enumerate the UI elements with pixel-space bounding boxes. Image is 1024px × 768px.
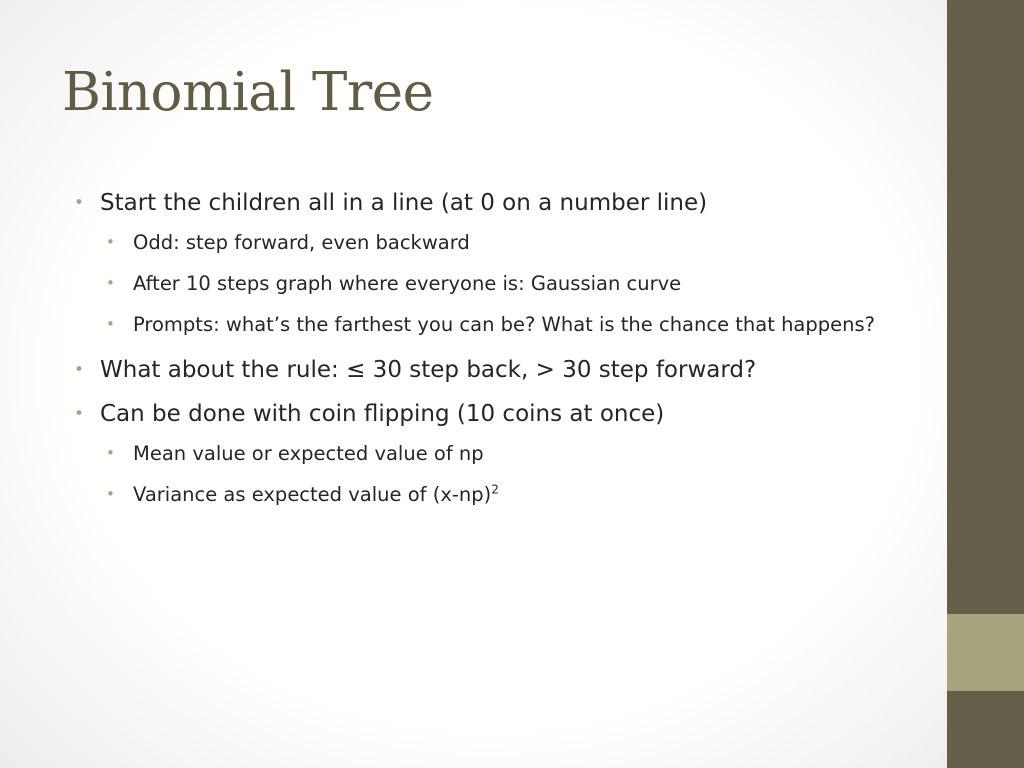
bullet-item: [74, 355, 924, 385]
bullet-text: Start the children all in a line (at 0 on a number line): [100, 190, 708, 216]
bullet-item: [74, 399, 924, 511]
sub-bullet-item: [106, 267, 924, 300]
bullet-item: [74, 188, 924, 341]
bullet-icon: •: [74, 360, 85, 380]
sub-bullet-item: [106, 437, 924, 470]
sub-bullet-item: [106, 308, 924, 341]
sub-bullet-item: [106, 226, 924, 259]
slide-title: Binomial Tree: [62, 62, 434, 123]
sub-bullet-icon: •: [106, 444, 115, 462]
sub-bullet-icon: •: [106, 274, 115, 292]
superscript: 2: [491, 482, 499, 497]
sub-bullet-list: [106, 437, 924, 511]
bullet-icon: •: [74, 193, 85, 213]
sub-bullet-icon: •: [106, 485, 115, 503]
sub-bullet-text: Odd: step forward, even backward: [133, 231, 470, 254]
bullet-icon: •: [74, 404, 85, 424]
sub-bullet-text: Variance as expected value of (x-np): [133, 483, 492, 506]
sub-bullet-text: After 10 steps graph where everyone is: Gaussian curve: [133, 272, 682, 295]
sub-bullet-icon: •: [106, 315, 115, 333]
decorative-sidebar-accent: [947, 614, 1024, 691]
sub-bullet-list: [106, 226, 924, 341]
bullet-text: What about the rule: ≤ 30 step back, > 30 step forward?: [100, 357, 757, 383]
sub-bullet-text: Mean value or expected value of np: [133, 442, 484, 465]
bullet-list: [74, 188, 924, 525]
sub-bullet-text: Prompts: what’s the farthest you can be? What is the chance that happens?: [133, 313, 875, 336]
bullet-text: Can be done with coin flipping (10 coins at once): [100, 401, 665, 427]
sub-bullet-item: [106, 478, 924, 511]
sub-bullet-icon: •: [106, 233, 115, 251]
